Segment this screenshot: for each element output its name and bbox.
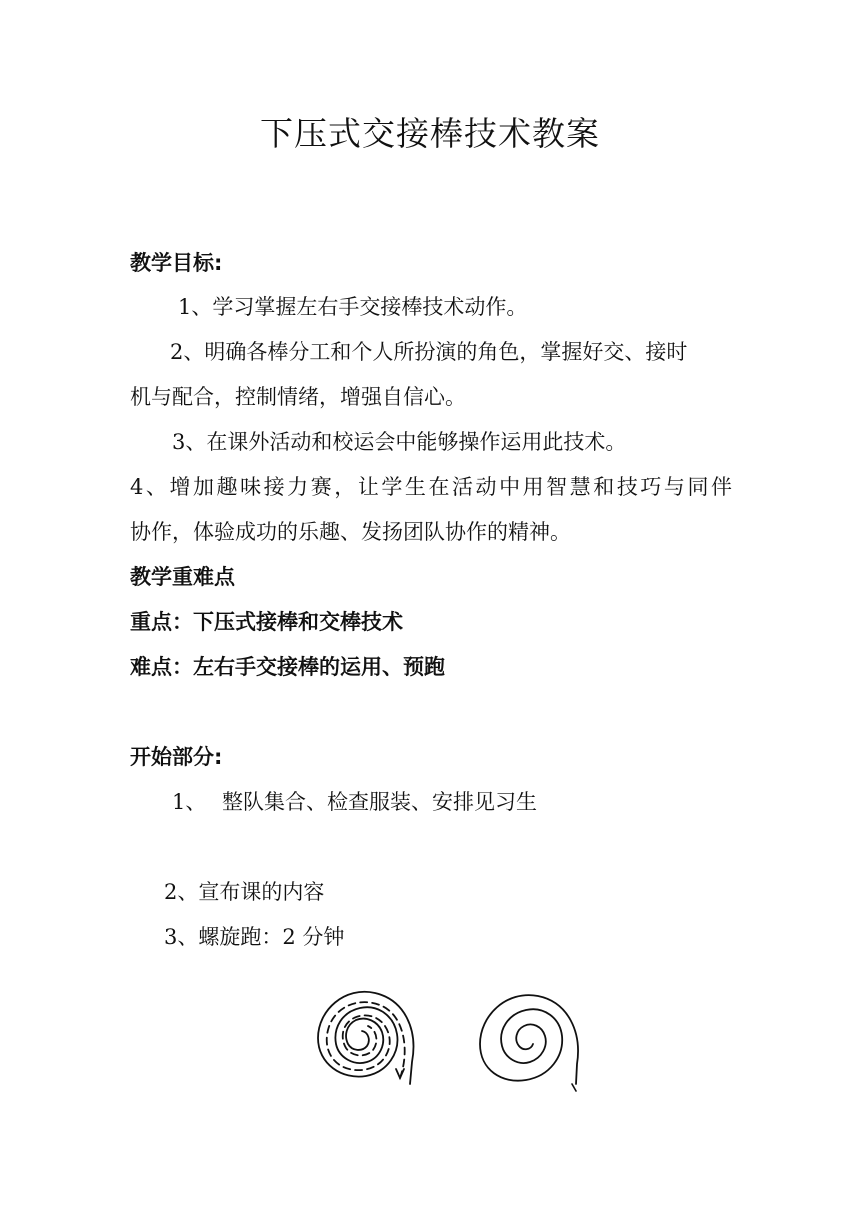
- key-points-heading: 教学重难点: [130, 565, 235, 589]
- single-spiral-run-icon: [480, 995, 578, 1091]
- objective-item-3: 3、在课外活动和校运会中能够操作运用此技术。: [172, 430, 627, 454]
- opening-heading: 开始部分:: [130, 745, 223, 769]
- spiral-run-figure: [300, 980, 600, 1095]
- page-title: 下压式交接棒技术教案: [260, 114, 600, 153]
- key-point-focus: 重点：下压式接棒和交棒技术: [130, 610, 403, 634]
- objective-item-4-cont: 协作，体验成功的乐趣、发扬团队协作的精神。: [130, 520, 571, 544]
- objective-item-1: 1、学习掌握左右手交接棒技术动作。: [178, 295, 528, 319]
- objective-item-4: 4、增加趣味接力赛，让学生在活动中用智慧和技巧与同伴: [130, 475, 732, 499]
- objective-item-2-cont: 机与配合，控制情绪，增强自信心。: [130, 385, 466, 409]
- objective-item-2: 2、明确各棒分工和个人所扮演的角色，掌握好交、接时: [170, 340, 688, 364]
- opening-step-1-text: 整队集合、检查服装、安排见习生: [222, 790, 537, 814]
- opening-step-2: 2、宣布课的内容: [164, 880, 325, 904]
- objectives-heading: 教学目标:: [130, 251, 223, 275]
- opening-step-3: 3、螺旋跑：2 分钟: [164, 925, 345, 949]
- opening-step-1-number: 1、: [172, 790, 207, 814]
- double-spiral-run-icon: [318, 992, 413, 1084]
- key-point-difficulty: 难点：左右手交接棒的运用、预跑: [130, 655, 445, 679]
